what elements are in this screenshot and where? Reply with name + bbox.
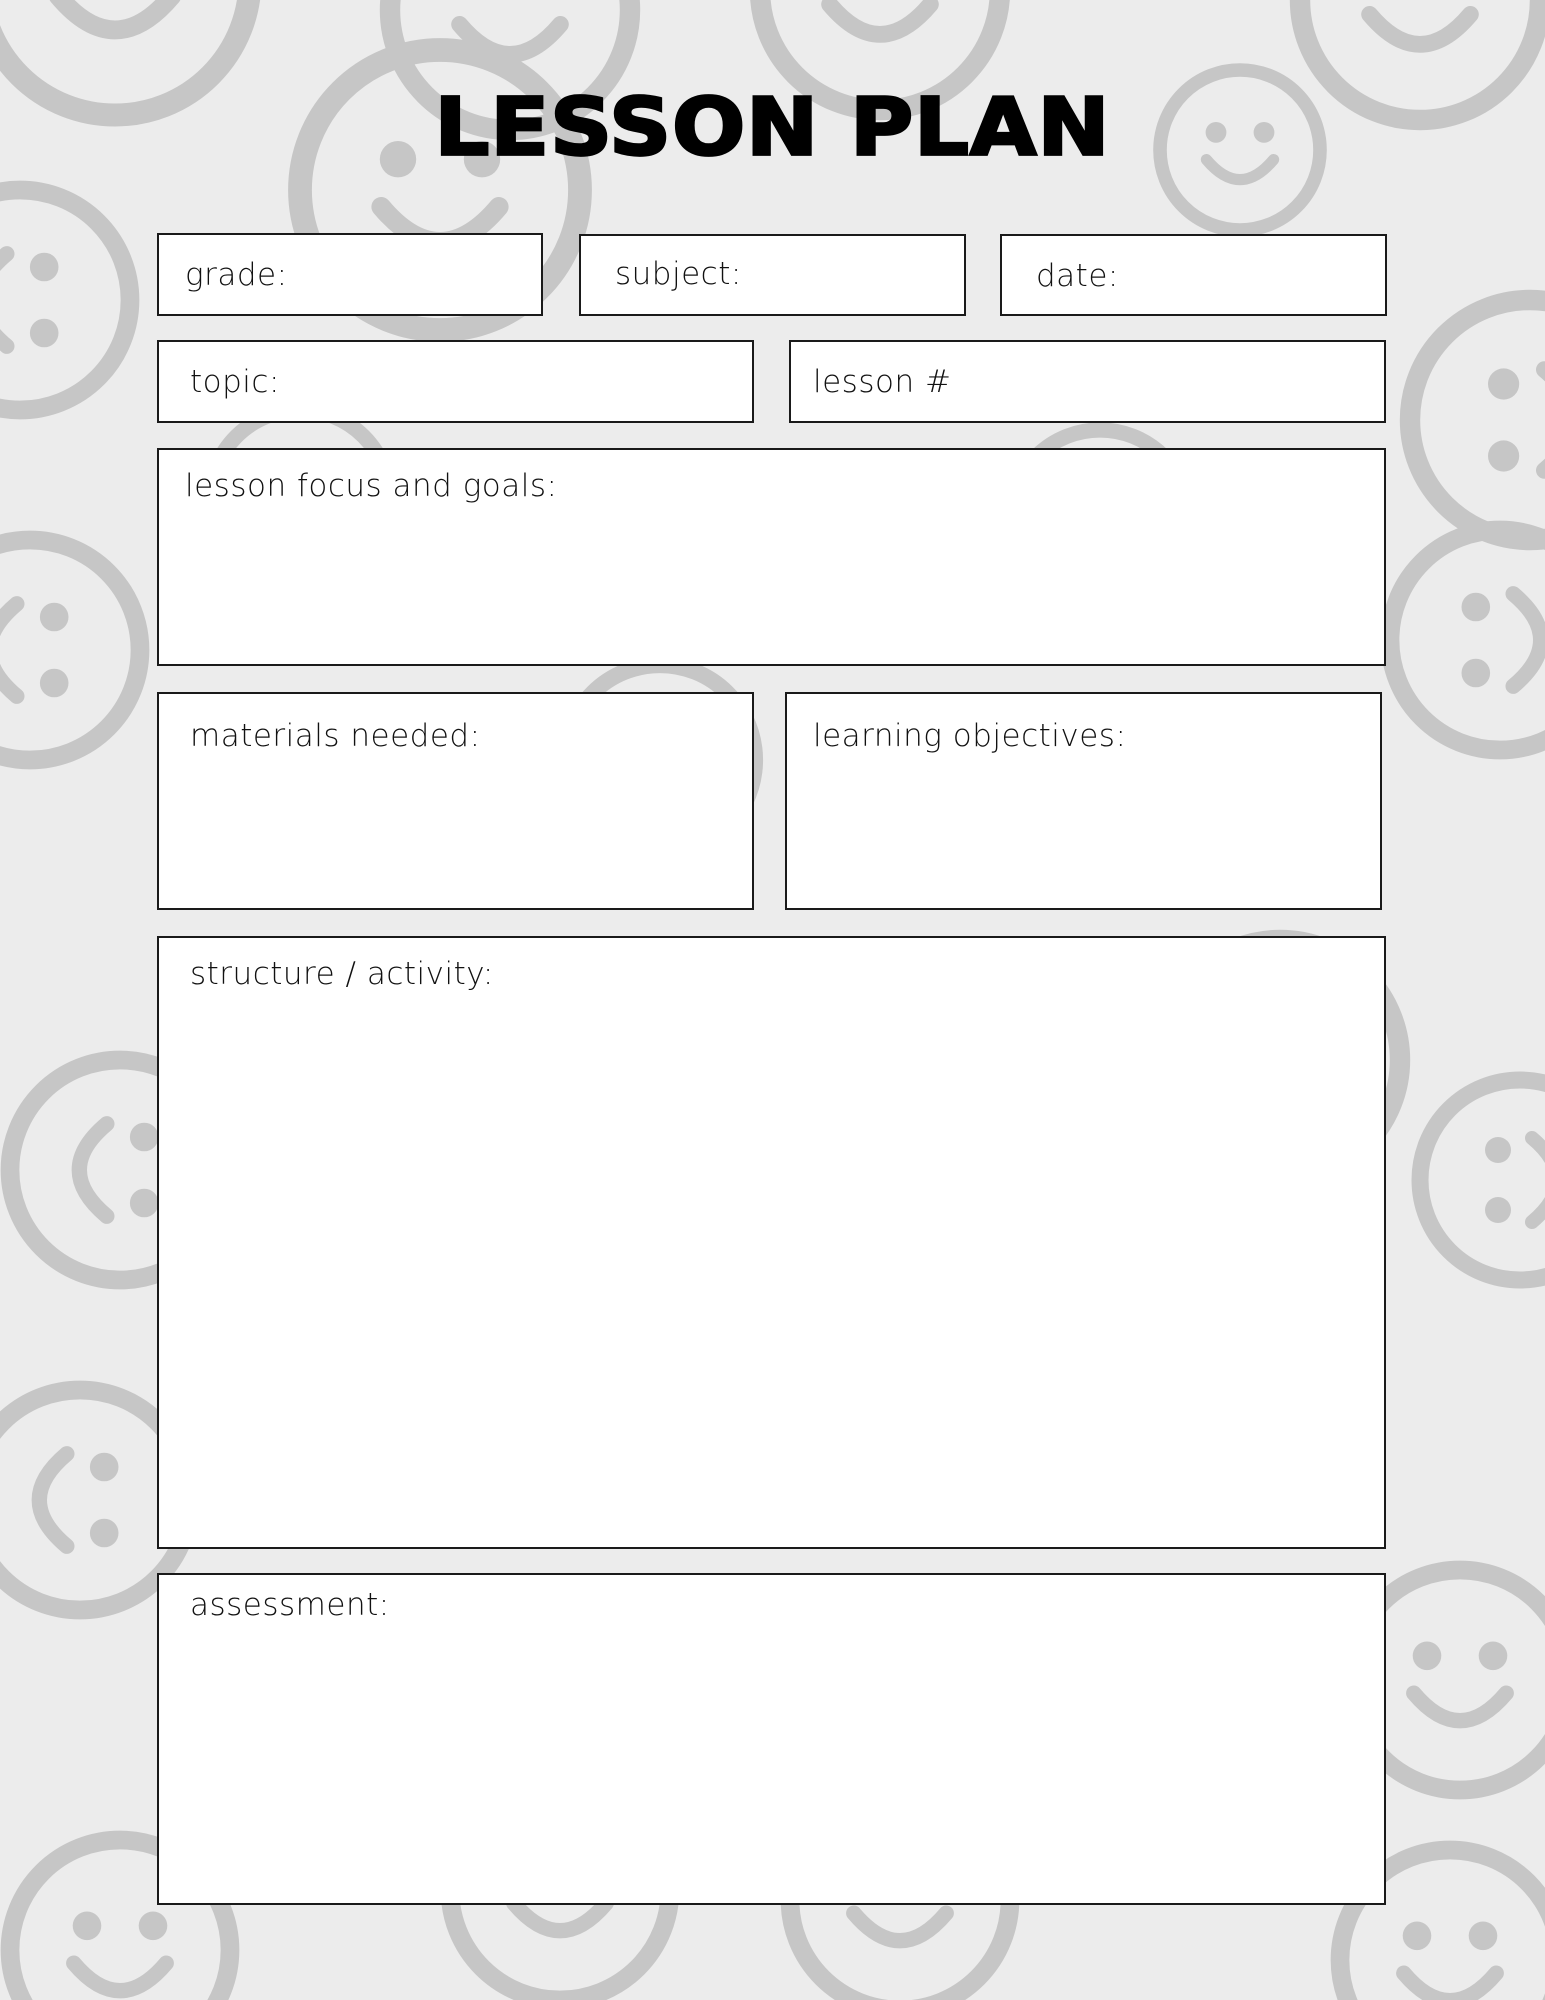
topic-box bbox=[157, 340, 754, 423]
assessment-field[interactable] bbox=[190, 1637, 1359, 1891]
objectives-box bbox=[785, 692, 1382, 910]
assessment-label: assessment: bbox=[190, 1587, 390, 1623]
structure-activity-field[interactable] bbox=[190, 1006, 1359, 1535]
date-field[interactable] bbox=[1132, 256, 1376, 298]
lesson-number-label: lesson # bbox=[813, 364, 952, 400]
objectives-label: learning objectives: bbox=[813, 718, 1127, 754]
assessment-box bbox=[157, 1573, 1386, 1905]
smiley-face-icon bbox=[0, 190, 130, 410]
topic-field[interactable] bbox=[279, 362, 743, 404]
objectives-field[interactable] bbox=[813, 766, 1362, 900]
topic-label: topic: bbox=[190, 364, 280, 400]
focus-goals-box bbox=[157, 448, 1386, 666]
grade-label: grade: bbox=[185, 257, 288, 293]
structure-activity-box bbox=[157, 936, 1386, 1549]
grade-field[interactable] bbox=[279, 255, 533, 297]
smiley-face-icon bbox=[0, 540, 140, 760]
subject-box bbox=[579, 234, 966, 316]
date-label: date: bbox=[1036, 258, 1119, 294]
date-box bbox=[1000, 234, 1387, 316]
page-title: LESSON PLAN bbox=[434, 82, 1111, 174]
smiley-face-icon bbox=[1390, 530, 1545, 750]
focus-goals-field[interactable] bbox=[185, 516, 1359, 655]
lesson-number-field[interactable] bbox=[941, 362, 1375, 404]
grade-box bbox=[157, 233, 543, 316]
subject-field[interactable] bbox=[741, 256, 955, 298]
smiley-face-icon bbox=[1420, 1080, 1545, 1280]
lesson-number-box bbox=[789, 340, 1386, 423]
structure-activity-label: structure / activity: bbox=[190, 956, 494, 992]
materials-field[interactable] bbox=[190, 766, 734, 900]
materials-label: materials needed: bbox=[190, 718, 481, 754]
smiley-face-icon bbox=[1410, 300, 1545, 540]
focus-goals-label: lesson focus and goals: bbox=[185, 468, 558, 504]
subject-label: subject: bbox=[615, 256, 742, 292]
materials-box bbox=[157, 692, 754, 910]
